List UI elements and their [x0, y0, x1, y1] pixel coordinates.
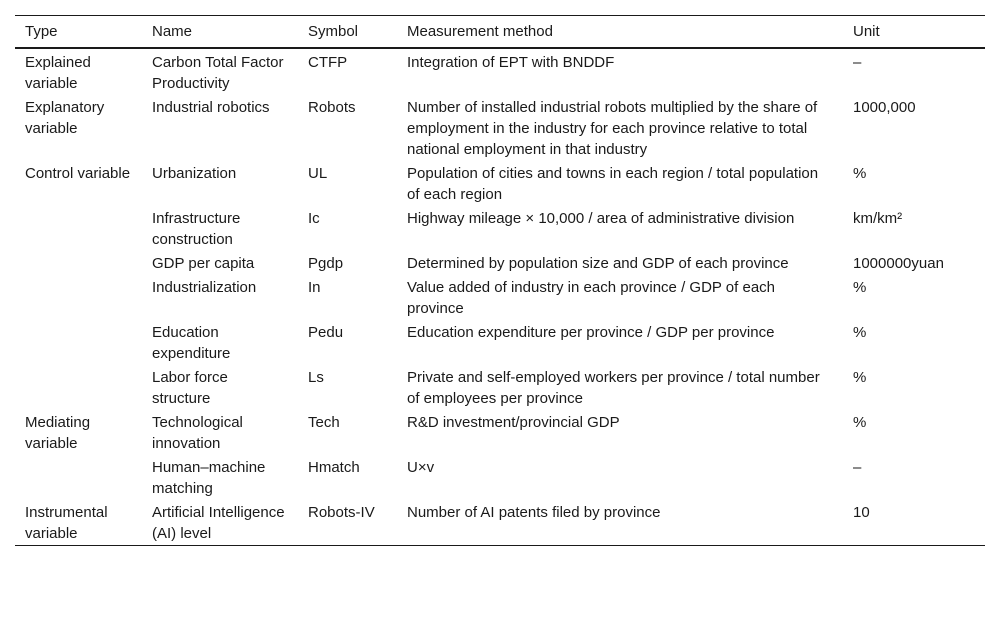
table-row: [15, 206, 985, 251]
cell-method: R&D investment/provincial GDP: [407, 414, 620, 431]
header-measurement-method: Measurement method: [397, 16, 843, 49]
cell-method: Education expenditure per province / GDP per province: [407, 324, 775, 341]
cell-name: Labor force structure: [152, 369, 228, 407]
cell-unit: 1000000yuan: [853, 255, 944, 272]
cell-symbol: Ic: [308, 210, 320, 227]
cell-name: Artificial Intelligence (AI) level: [142, 500, 298, 546]
cell-symbol: Pedu: [308, 324, 344, 341]
table-row: [15, 48, 985, 95]
table-row: [15, 320, 985, 365]
cell-unit: 1000,000: [853, 99, 916, 116]
table-header: [15, 16, 985, 49]
cell-name: Technological innovation: [152, 414, 243, 452]
cell-unit: km/km²: [853, 210, 903, 227]
table-row: [15, 365, 985, 410]
cell-method: Highway mileage × 10,000 / area of administrative division: [407, 210, 795, 227]
cell-symbol: Robots-IV: [298, 500, 397, 546]
cell-name: GDP per capita: [152, 255, 255, 272]
cell-unit: –: [853, 459, 862, 476]
header-name: Name: [142, 16, 298, 49]
cell-type: [15, 275, 142, 320]
table-row: [15, 275, 985, 320]
cell-unit: %: [853, 324, 867, 341]
table-row: [15, 161, 985, 206]
cell-method: Population of cities and towns in each region / total population of each region: [407, 165, 819, 203]
table-row: [15, 455, 985, 500]
cell-method: Private and self-employed workers per province / total number of employees per province: [407, 369, 820, 407]
cell-symbol: Pgdp: [308, 255, 344, 272]
cell-name: Industrial robotics: [152, 99, 270, 116]
cell-symbol: Tech: [308, 414, 340, 431]
header-row: [15, 16, 985, 49]
cell-type: Control variable: [25, 165, 131, 182]
cell-name: Urbanization: [152, 165, 237, 182]
cell-method: Determined by population size and GDP of each province: [407, 255, 789, 272]
cell-symbol: Robots: [308, 99, 356, 116]
cell-type: [15, 365, 142, 410]
cell-symbol: In: [308, 279, 321, 296]
header-symbol: Symbol: [298, 16, 397, 49]
cell-symbol: CTFP: [308, 54, 348, 71]
header-type: Type: [15, 16, 142, 49]
cell-unit: 10: [843, 500, 985, 546]
cell-method: U×v: [407, 459, 435, 476]
table-body: [15, 48, 985, 546]
cell-type: Explanatory variable: [25, 99, 105, 137]
cell-type: [15, 206, 142, 251]
cell-symbol: Ls: [308, 369, 324, 386]
cell-method: Number of AI patents filed by province: [397, 500, 843, 546]
cell-name: Human–machine matching: [152, 459, 266, 497]
table-row: [15, 251, 985, 275]
cell-unit: %: [853, 165, 867, 182]
table-row: [15, 95, 985, 161]
cell-symbol: Hmatch: [308, 459, 360, 476]
cell-name: Infrastructure construction: [152, 210, 241, 248]
cell-unit: %: [853, 414, 867, 431]
cell-method: Value added of industry in each province / GDP of each province: [407, 279, 776, 317]
table-container: [15, 15, 985, 546]
table-row: [15, 410, 985, 455]
cell-type: [15, 251, 142, 275]
table-row: [15, 500, 985, 546]
cell-type: Instrumental variable: [15, 500, 142, 546]
cell-type: Mediating variable: [25, 414, 91, 452]
cell-method: Integration of EPT with BNDDF: [407, 54, 615, 71]
cell-symbol: UL: [308, 165, 328, 182]
cell-type: [15, 455, 142, 500]
cell-name: Education expenditure: [152, 324, 231, 362]
cell-unit: %: [853, 369, 867, 386]
cell-type: [15, 320, 142, 365]
cell-name: Carbon Total Factor Productivity: [152, 54, 284, 92]
cell-method: Number of installed industrial robots multiplied by the share of employment in the industry for each province relative to total national employment in that industry: [407, 99, 818, 158]
cell-unit: %: [853, 279, 867, 296]
variables-table: [15, 15, 985, 546]
header-unit: Unit: [843, 16, 985, 49]
cell-name: Industrialization: [152, 279, 257, 296]
cell-type: Explained variable: [25, 54, 91, 92]
cell-unit: –: [853, 54, 862, 71]
